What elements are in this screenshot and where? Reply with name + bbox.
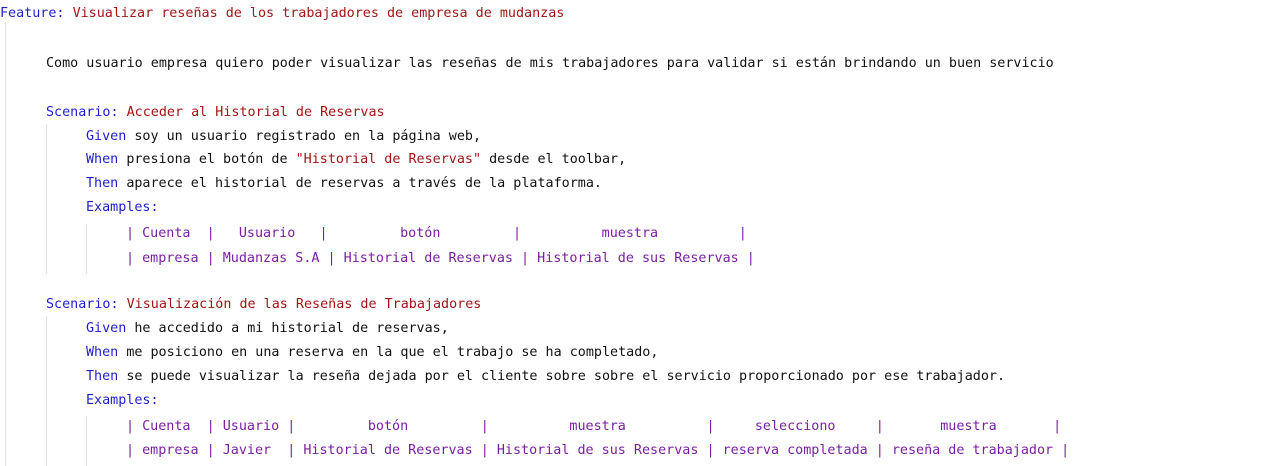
scenario-title: Acceder al Historial de Reservas	[126, 105, 385, 120]
scenario-keyword: Scenario:	[46, 297, 119, 312]
then-keyword: Then	[86, 176, 119, 191]
when-text: me posiciono en una reserva en la que el trabajo se ha completado,	[126, 345, 659, 360]
given-text: he accedido a mi historial de reservas,	[134, 321, 449, 336]
table-row: | Cuenta | Usuario | botón | muestra | selecciono | muestra |	[126, 419, 1062, 434]
when-keyword: When	[86, 152, 119, 167]
indent-guide	[46, 316, 47, 466]
feature-title: Visualizar reseñas de los trabajadores de empresa de mudanzas	[72, 6, 565, 21]
table-row: | empresa | Mudanzas S.A | Historial de Reservas | Historial de sus Reservas |	[126, 251, 755, 266]
scenario-1-header	[46, 103, 385, 123]
scenario-2-then	[86, 367, 1005, 387]
examples-keyword: Examples:	[86, 200, 159, 215]
indent-guide	[86, 416, 87, 466]
scenario-1-then	[86, 174, 602, 194]
scenario-keyword: Scenario:	[46, 105, 119, 120]
description-text: Como usuario empresa quiero poder visualizar las reseñas de mis trabajadores para validar si están brindando un buen servicio	[46, 56, 1054, 71]
when-text-after: desde el toolbar,	[489, 152, 627, 167]
feature-line	[0, 4, 564, 24]
given-keyword: Given	[86, 129, 127, 144]
scenario-title: Visualización de las Reseñas de Trabajadores	[126, 297, 482, 312]
table-row: | empresa | Javier | Historial de Reservas | Historial de sus Reservas | reserva completada | reseña de trabajador |	[126, 443, 1070, 458]
when-text: presiona el botón de	[126, 152, 288, 167]
table-row: | Cuenta | Usuario | botón | muestra |	[126, 226, 747, 241]
indent-guide	[46, 124, 47, 274]
then-text: aparece el historial de reservas a través de la plataforma.	[126, 176, 602, 191]
feature-keyword: Feature:	[0, 6, 65, 21]
scenario-1-when	[86, 150, 626, 170]
scenario-1-examples	[86, 198, 159, 218]
scenario-2-given	[86, 319, 449, 339]
indent-guide	[5, 22, 6, 466]
feature-description	[46, 54, 1054, 74]
scenario-1-given	[86, 127, 481, 147]
then-keyword: Then	[86, 369, 119, 384]
indent-guide	[86, 224, 87, 274]
when-keyword: When	[86, 345, 119, 360]
given-text: soy un usuario registrado en la página web,	[134, 129, 482, 144]
examples-keyword: Examples:	[86, 393, 159, 408]
scenario-2-when	[86, 343, 658, 363]
when-string: "Historial de Reservas"	[295, 152, 482, 167]
then-text: se puede visualizar la reseña dejada por el cliente sobre sobre el servicio proporcionado por ese trabajador.	[126, 369, 1006, 384]
given-keyword: Given	[86, 321, 127, 336]
scenario-2-examples	[86, 391, 159, 411]
scenario-2-header	[46, 295, 481, 315]
